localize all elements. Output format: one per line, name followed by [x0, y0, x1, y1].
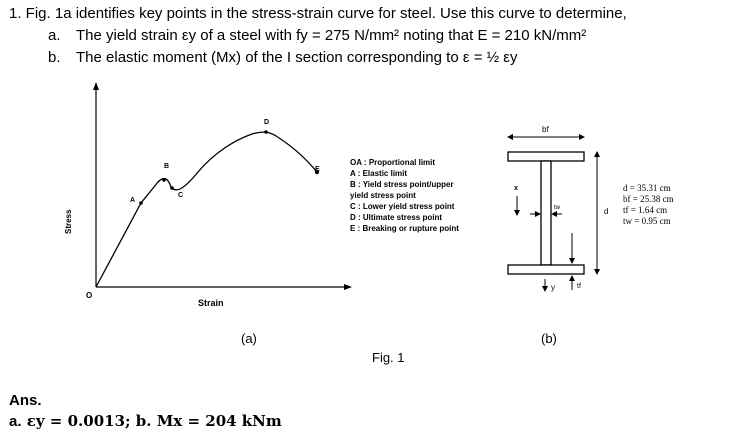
stress-strain-curve: [96, 132, 317, 287]
tf-arrow-top: [569, 258, 575, 264]
answer-text: [9, 412, 282, 430]
origin-label: O: [86, 291, 93, 300]
dim-d: d = 35.31 cm: [623, 183, 671, 193]
figure-caption: Fig. 1: [372, 350, 405, 365]
bf-arrow-left: [507, 134, 513, 140]
point-d-marker: [264, 130, 268, 134]
bf-label: bf: [542, 125, 549, 134]
dim-bf: bf = 25.38 cm: [623, 194, 674, 204]
legend-e: E : Breaking or rupture point: [350, 224, 459, 233]
tw-label: tw: [554, 205, 560, 211]
tw-arrow-right: [551, 211, 557, 217]
answer-title: Ans.: [9, 392, 42, 409]
y-axis-arrow: [542, 286, 548, 292]
legend-oa: OA : Proportional limit: [350, 158, 436, 167]
i-section: [508, 152, 584, 274]
y-label: y: [551, 283, 555, 292]
legend-d: D : Ultimate stress point: [350, 213, 443, 222]
legend-c: C : Lower yield stress point: [350, 202, 455, 211]
point-d-label: D: [264, 119, 270, 126]
part-a-label: a.: [48, 27, 61, 44]
figure-b-caption: (b): [541, 331, 557, 346]
strain-axis-label: Strain: [198, 298, 224, 308]
tf-arrow-bottom: [569, 275, 575, 281]
x-axis-arrow: [514, 210, 520, 216]
answer-lead: a.: [9, 413, 22, 430]
legend-b-cont: yield stress point: [350, 191, 416, 200]
point-b-label: B: [164, 163, 170, 170]
point-a-marker: [139, 201, 143, 205]
d-arrow-bottom: [594, 269, 600, 275]
stress-axis-label: Stress: [64, 209, 73, 234]
point-a-label: A: [130, 197, 136, 204]
answer-values: εy = 0.0013; b. Mx = 204 kNm: [26, 412, 282, 430]
dim-tf: tf = 1.64 cm: [623, 205, 668, 215]
part-b-text: The elastic moment (Mx) of the I section corresponding to ε = ½ εy: [76, 49, 518, 66]
bf-arrow-right: [579, 134, 585, 140]
part-b-label: b.: [48, 49, 61, 66]
part-a-text: The yield strain εy of a steel with fy = 275 N/mm² noting that E = 210 kN/mm²: [76, 27, 587, 44]
legend-a: A : Elastic limit: [350, 169, 408, 178]
tf-label: tf: [577, 283, 581, 290]
point-c-label: C: [178, 192, 184, 199]
d-arrow-top: [594, 151, 600, 157]
d-label: d: [604, 207, 609, 216]
question-main: 1. Fig. 1a identifies key points in the stress-strain curve for steel. Use this curve to determine,: [9, 5, 627, 22]
point-b-marker: [162, 178, 166, 182]
strain-axis-arrow: [344, 284, 352, 290]
legend-b: B : Yield stress point/upper: [350, 180, 454, 189]
point-c-marker: [170, 186, 174, 190]
point-e-label: E: [315, 166, 320, 173]
tw-arrow-left: [535, 211, 541, 217]
figure-a-caption: (a): [241, 331, 257, 346]
x-label: x: [514, 185, 518, 192]
dim-tw: tw = 0.95 cm: [623, 216, 671, 226]
stress-axis-arrow: [93, 82, 99, 90]
